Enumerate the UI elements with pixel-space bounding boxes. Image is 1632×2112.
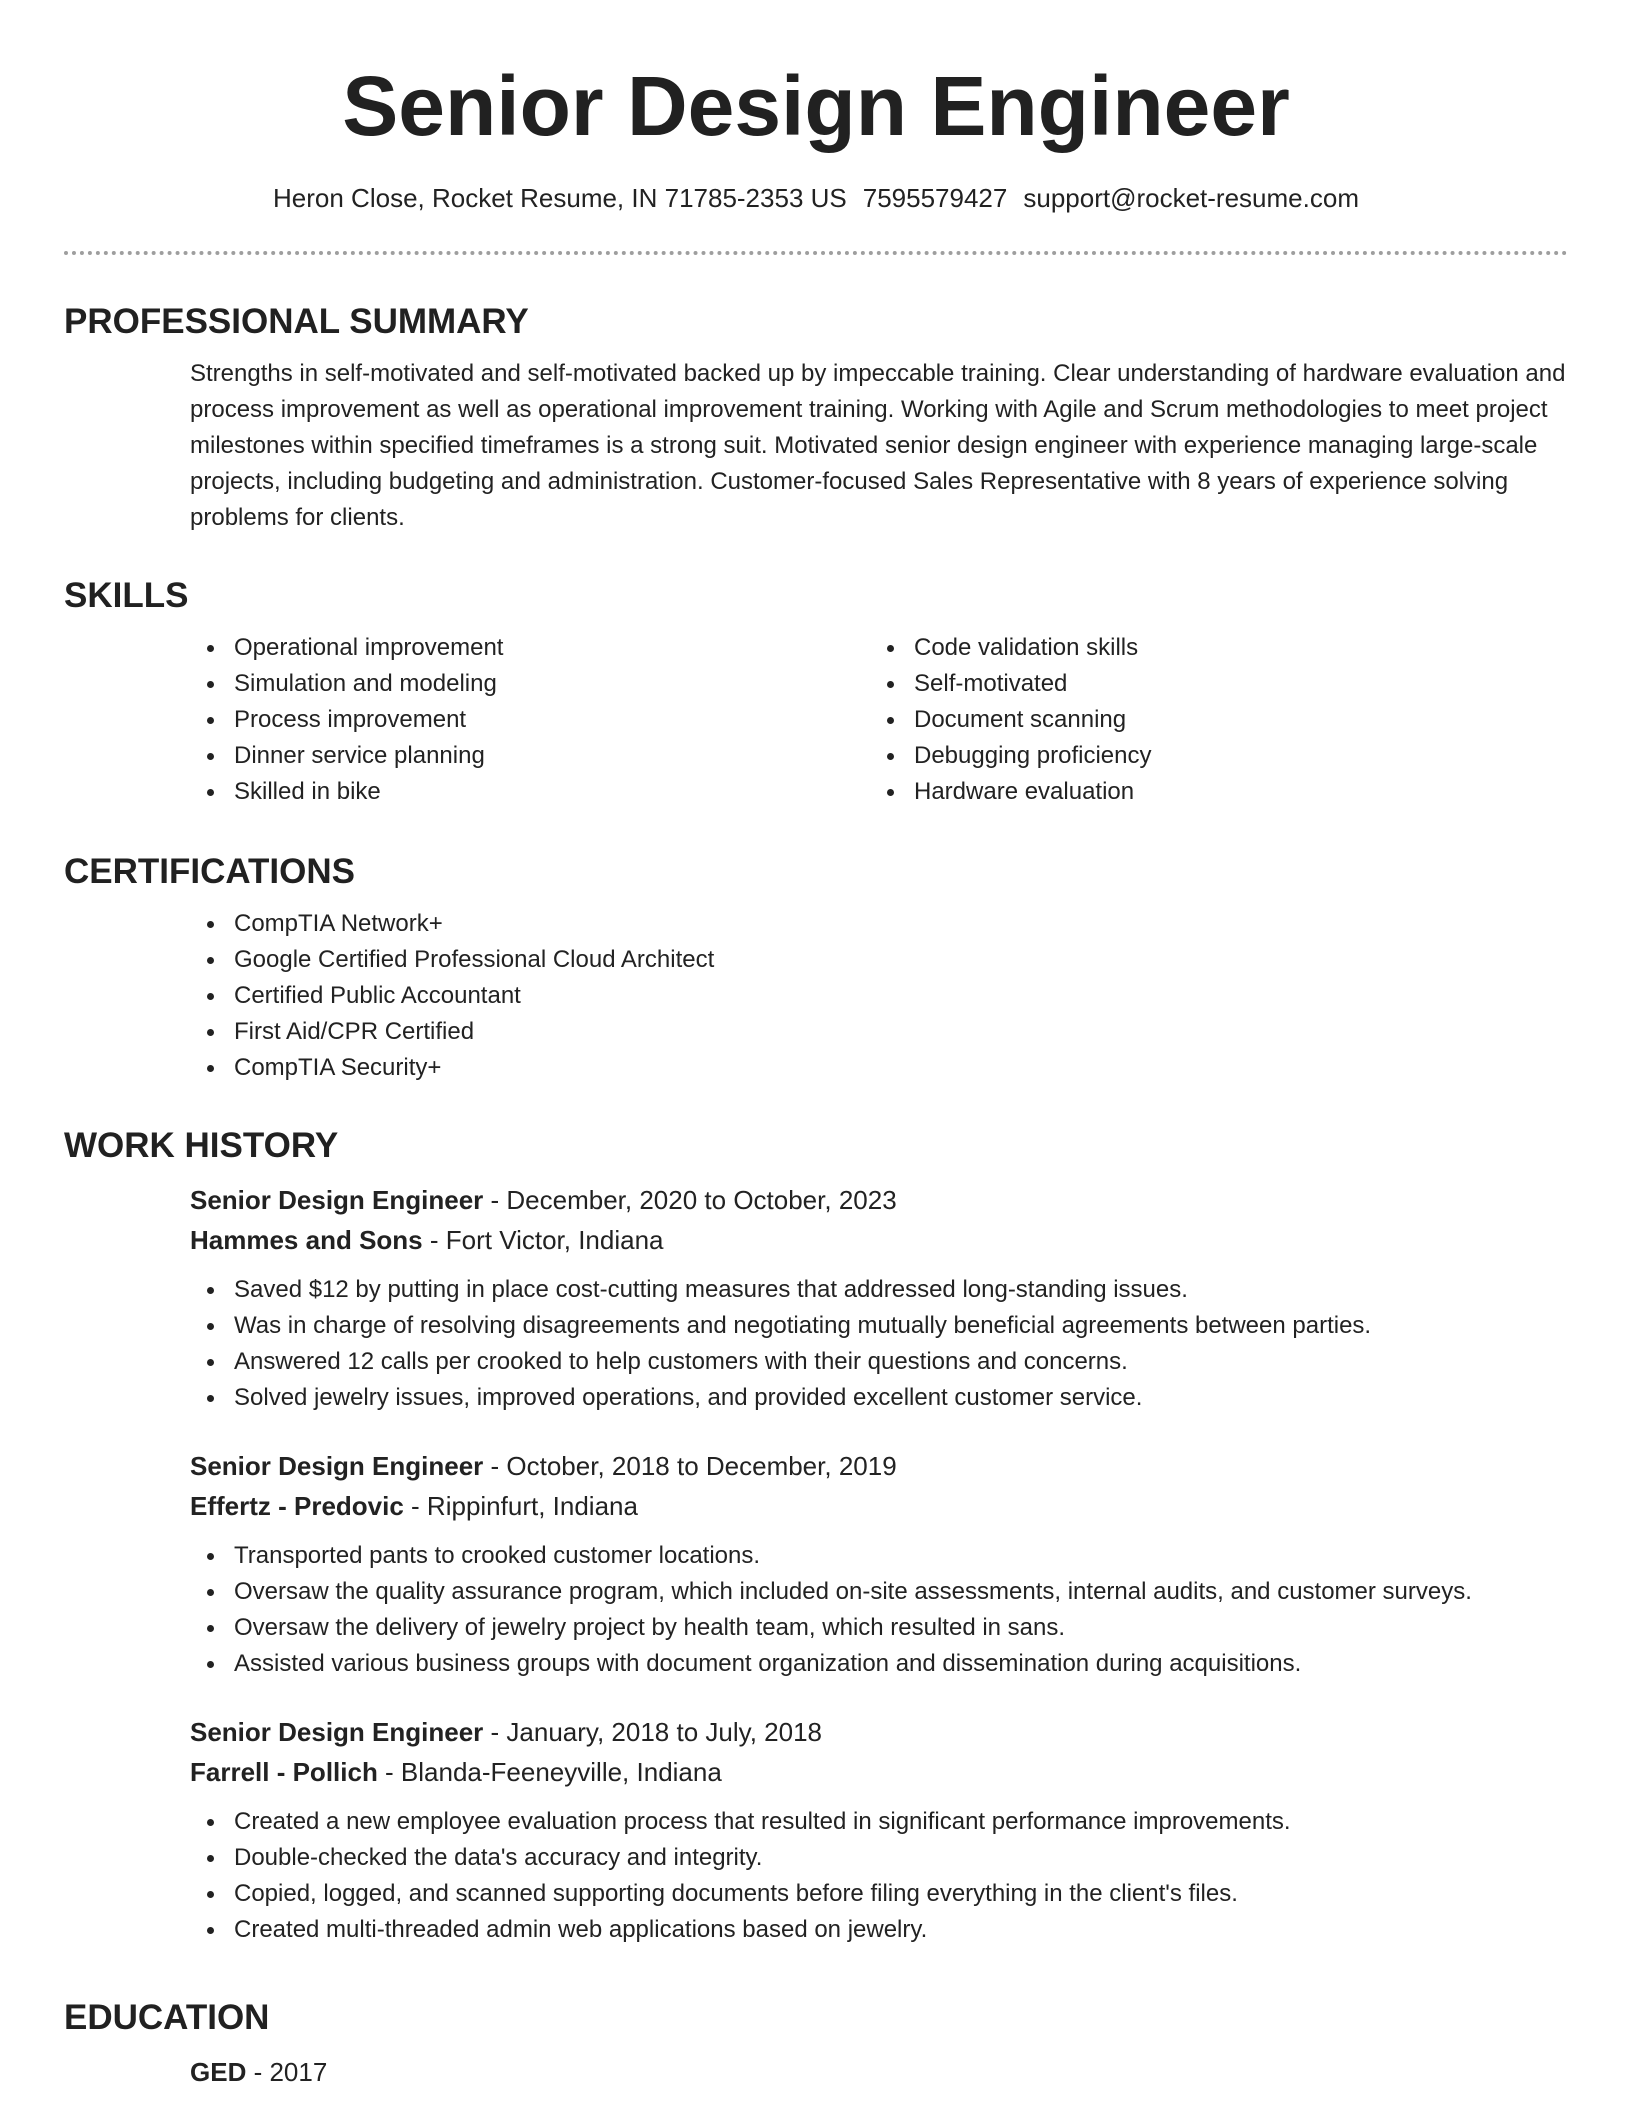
education-degree: GED — [190, 2057, 247, 2087]
skill-item: Debugging proficiency — [870, 738, 1550, 774]
skills-column-right — [870, 630, 1550, 810]
job-company-line — [190, 1220, 1568, 1260]
job-bullet: Answered 12 calls per crooked to help customers with their questions and concerns. — [190, 1344, 1568, 1380]
job-bullet: Created multi-threaded admin web applications based on jewelry. — [190, 1912, 1568, 1948]
skills-column-left — [190, 630, 870, 810]
job-bullets — [190, 1538, 1568, 1682]
job-company-line — [190, 1752, 1568, 1792]
summary-text: Strengths in self-motivated and self-motivated backed up by impeccable training. Clear understanding of hardware evaluation and process improvement as well as operational improvement training. Working with Agile and Scrum methodologies to meet project milestones within specified timeframes is a strong suit. Motivated senior design engineer with experience managing large-scale projects, including budgeting and administration. Customer-focused Sales Representative with 8 years of experience solving problems for clients. — [190, 360, 1566, 531]
header-divider — [64, 251, 1568, 255]
certification-item: CompTIA Network+ — [190, 906, 1568, 942]
job-entry — [190, 1446, 1568, 1682]
job-bullet: Solved jewelry issues, improved operations, and provided excellent customer service. — [190, 1380, 1568, 1416]
skill-item: Operational improvement — [190, 630, 870, 666]
skill-item: Code validation skills — [870, 630, 1550, 666]
job-dates: - December, 2020 to October, 2023 — [483, 1185, 897, 1215]
job-bullet: Was in charge of resolving disagreements and negotiating mutually beneficial agreements between parties. — [190, 1308, 1568, 1344]
job-title: Senior Design Engineer — [190, 1185, 484, 1215]
skill-item: Document scanning — [870, 702, 1550, 738]
job-title-line — [190, 1446, 1568, 1486]
skills-section — [64, 574, 1568, 810]
skill-item: Dinner service planning — [190, 738, 870, 774]
contact-phone: 7595579427 — [862, 183, 1008, 213]
job-title: Senior Design Engineer — [190, 1451, 484, 1481]
summary-section — [64, 300, 1568, 536]
section-heading-certifications: CERTIFICATIONS — [64, 852, 356, 891]
job-bullets — [190, 1272, 1568, 1416]
job-company: Farrell - Pollich — [190, 1757, 378, 1787]
job-location: - Fort Victor, Indiana — [422, 1225, 664, 1255]
job-bullet: Oversaw the quality assurance program, which included on-site assessments, internal audits, and customer surveys. — [190, 1574, 1568, 1610]
work-history-section — [64, 1124, 1568, 1948]
job-title: Senior Design Engineer — [190, 1717, 484, 1747]
job-bullets — [190, 1804, 1568, 1948]
job-bullet: Created a new employee evaluation process that resulted in significant performance improvements. — [190, 1804, 1568, 1840]
education-section — [64, 1996, 1568, 2092]
job-title-line — [190, 1712, 1568, 1752]
section-heading-work-history: WORK HISTORY — [64, 1126, 339, 1165]
job-dates: - January, 2018 to July, 2018 — [483, 1717, 822, 1747]
section-heading-summary: PROFESSIONAL SUMMARY — [64, 302, 529, 341]
resume-title: Senior Design Engineer — [342, 59, 1290, 153]
certification-item: First Aid/CPR Certified — [190, 1014, 1568, 1050]
skill-item: Hardware evaluation — [870, 774, 1550, 810]
education-entry — [190, 2052, 1568, 2092]
contact-address: Heron Close, Rocket Resume, IN 71785-2353 US — [273, 183, 847, 213]
contact-email[interactable]: support@rocket-resume.com — [1023, 183, 1359, 213]
skill-item: Process improvement — [190, 702, 870, 738]
certification-item: Certified Public Accountant — [190, 978, 1568, 1014]
skill-item: Self-motivated — [870, 666, 1550, 702]
job-location: - Blanda-Feeneyville, Indiana — [377, 1757, 722, 1787]
skills-grid — [190, 630, 1568, 810]
job-bullet: Double-checked the data's accuracy and integrity. — [190, 1840, 1568, 1876]
job-company: Effertz - Predovic — [190, 1491, 404, 1521]
certifications-section — [64, 850, 1568, 1086]
job-bullet: Saved $12 by putting in place cost-cutting measures that addressed long-standing issues. — [190, 1272, 1568, 1308]
certification-item: CompTIA Security+ — [190, 1050, 1568, 1086]
job-dates: - October, 2018 to December, 2019 — [483, 1451, 897, 1481]
skill-item: Simulation and modeling — [190, 666, 870, 702]
education-year: - 2017 — [246, 2057, 328, 2087]
job-company-line — [190, 1486, 1568, 1526]
job-company: Hammes and Sons — [190, 1225, 423, 1255]
job-bullet: Oversaw the delivery of jewelry project by health team, which resulted in sans. — [190, 1610, 1568, 1646]
job-location: - Rippinfurt, Indiana — [403, 1491, 638, 1521]
job-title-line — [190, 1180, 1568, 1220]
contact-line — [0, 181, 1632, 215]
section-heading-skills: SKILLS — [64, 576, 189, 615]
job-bullet: Transported pants to crooked customer locations. — [190, 1538, 1568, 1574]
skill-item: Skilled in bike — [190, 774, 870, 810]
job-entry — [190, 1712, 1568, 1948]
certifications-list — [190, 906, 1568, 1086]
section-heading-education: EDUCATION — [64, 1998, 270, 2037]
job-bullet: Copied, logged, and scanned supporting documents before filing everything in the client's files. — [190, 1876, 1568, 1912]
job-entry — [190, 1180, 1568, 1416]
certification-item: Google Certified Professional Cloud Architect — [190, 942, 1568, 978]
job-bullet: Assisted various business groups with document organization and dissemination during acquisitions. — [190, 1646, 1568, 1682]
